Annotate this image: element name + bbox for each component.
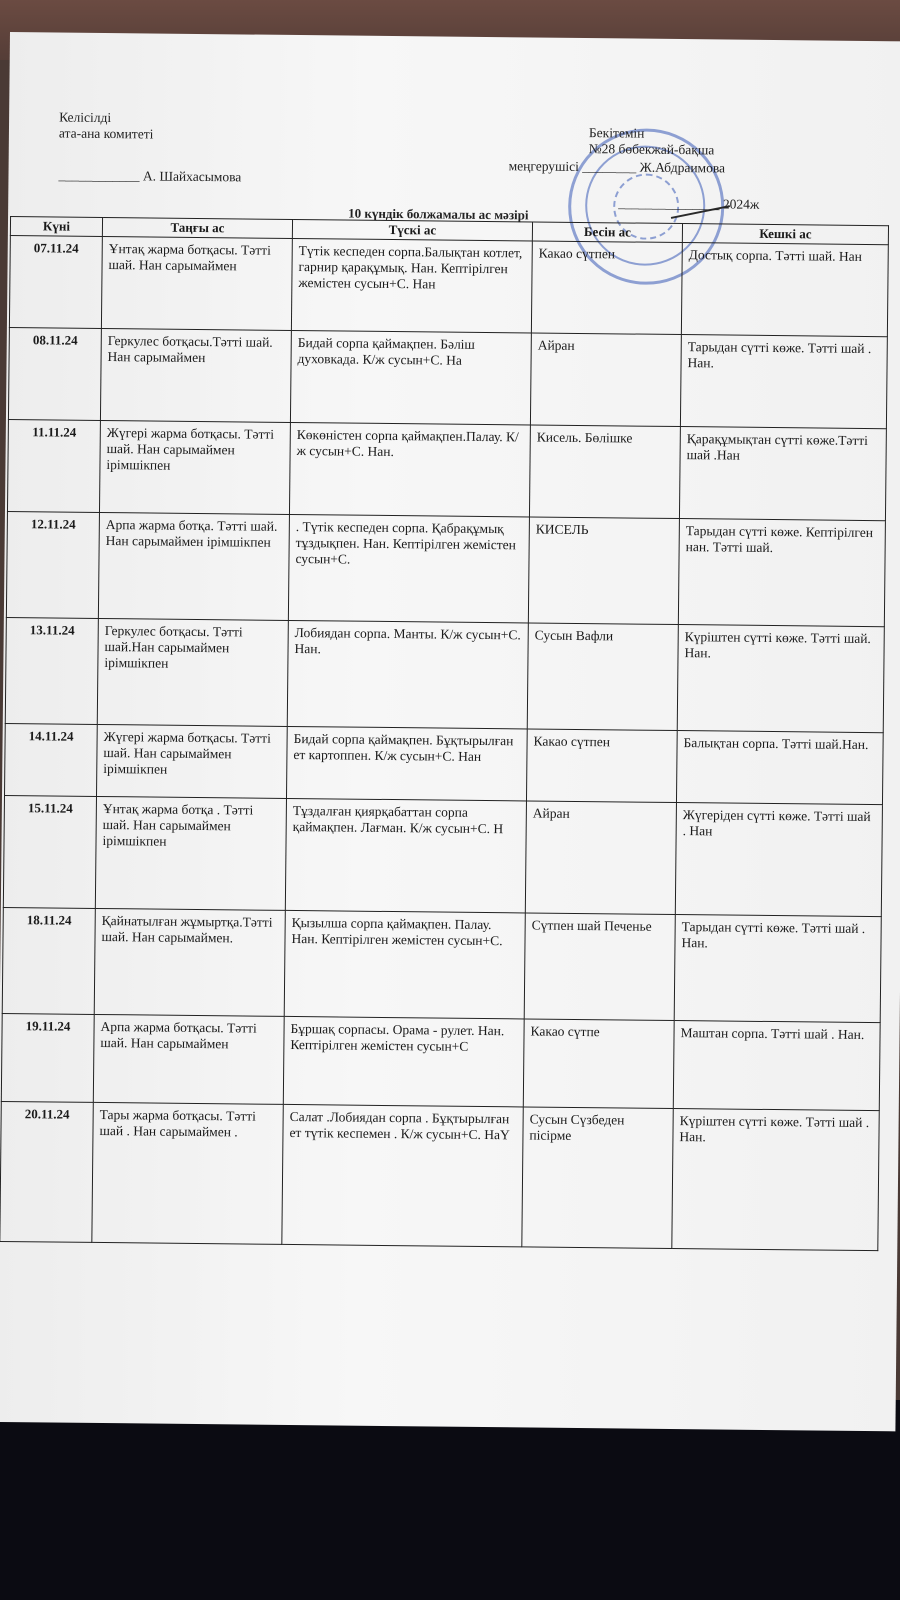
menu-table bbox=[0, 216, 889, 1251]
cell-snack: Сүтпен шай Печенье bbox=[524, 913, 675, 1021]
table-row bbox=[5, 617, 884, 732]
background-bottom bbox=[0, 1400, 900, 1600]
menu-document bbox=[0, 32, 900, 1431]
cell-day: 13.11.24 bbox=[5, 617, 98, 724]
cell-breakfast: Геркулес ботқасы.Тәтті шай. Нан сарымаймен bbox=[100, 328, 291, 422]
cell-lunch: Бидай сорпа қаймақпен. Бәліш духовкада. К/ж сусын+С. На bbox=[290, 330, 531, 425]
table-row bbox=[1, 1013, 880, 1110]
cell-dinner: Күріштен сүтті көже. Тәтті шай . Нан. bbox=[672, 1109, 879, 1251]
approval-right-line1: Бекітемін bbox=[588, 125, 645, 141]
table-row bbox=[3, 795, 882, 916]
cell-dinner: Қарақұмықтан сүтті көже.Тәтті шай .Нан bbox=[679, 427, 886, 521]
cell-lunch: . Түтік кеспеден сорпа. Қабрақұмық тұздықпен. Нан. Кептірілген жемістен сусын+С. bbox=[288, 514, 529, 623]
approval-left-line2: ата-ана комитеті bbox=[58, 125, 154, 142]
cell-breakfast: Ұнтақ жарма ботқа . Тәтті шай. Нан сарымаймен ірімшікпен bbox=[95, 796, 286, 910]
cell-breakfast: Геркулес ботқасы. Тәтті шай.Нан сарымаймен ірімшікпен bbox=[97, 618, 288, 726]
table-row bbox=[0, 1101, 879, 1250]
cell-day: 20.11.24 bbox=[0, 1101, 93, 1242]
cell-breakfast: Жүгері жарма ботқасы. Тәтті шай. Нан сарымаймен ірімшікпен bbox=[96, 724, 287, 798]
cell-dinner: Балықтан сорпа. Тәтті шай.Нан. bbox=[676, 731, 883, 805]
col-header-breakfast: Таңғы ас bbox=[102, 217, 292, 238]
cell-dinner: Достық сорпа. Тәтті шай. Нан bbox=[681, 243, 888, 337]
cell-lunch: Түтік кеспеден сорпа.Балықтан котлет, гарнир қарақұмық. Нан. Кептірілген жемістен сусын+С. Нан bbox=[291, 238, 532, 333]
cell-breakfast: Жүгері жарма ботқасы. Тәтті шай. Нан сарымаймен ірімшікпен bbox=[99, 420, 290, 514]
cell-lunch: Қызылша сорпа қаймақпен. Палау. Нан. Кептірілген жемістен сусын+С. bbox=[284, 910, 525, 1019]
col-header-dinner: Кешкі ас bbox=[682, 224, 888, 245]
cell-dinner: Жүгеріден сүтті көже. Тәтті шай . Нан bbox=[675, 803, 882, 917]
cell-breakfast: Арпа жарма ботқа. Тәтті шай. Нан сарымаймен ірімшікпен bbox=[98, 512, 289, 620]
cell-day: 19.11.24 bbox=[1, 1013, 94, 1102]
approval-right-line2: №28 бөбекжай-бақша bbox=[588, 141, 715, 158]
cell-dinner: Тарыдан сүтті көже. Тәтті шай . Нан. bbox=[680, 335, 887, 429]
cell-breakfast: Қайнатылған жұмыртқа.Тәтті шай. Нан сарымаймен. bbox=[94, 908, 285, 1016]
approval-right-line3: меңгерушісі ________ Ж.Абдраимова bbox=[508, 158, 726, 176]
cell-snack: Кисель. Бөлішке bbox=[529, 425, 680, 519]
cell-day: 15.11.24 bbox=[3, 795, 96, 908]
cell-day: 08.11.24 bbox=[8, 328, 101, 421]
cell-snack: Сусын Вафли bbox=[527, 623, 678, 731]
cell-lunch: Салат .Лобиядан сорпа . Бұқтырылған ет түтік кеспемен . К/ж сусын+С. НаY bbox=[282, 1104, 523, 1247]
table-row bbox=[2, 907, 881, 1022]
menu-title: 10 күндік болжамалы ас мәзірі bbox=[348, 205, 529, 223]
cell-day: 07.11.24 bbox=[9, 236, 102, 329]
table-row bbox=[6, 511, 885, 626]
cell-lunch: Бұршақ сорпасы. Орама - рулет. Нан. Кептірілген жемістен сусын+С bbox=[283, 1016, 524, 1107]
cell-breakfast: Арпа жарма ботқасы. Тәтті шай. Нан сарымаймен bbox=[93, 1014, 284, 1104]
cell-lunch: Бидай сорпа қаймақпен. Бұқтырылған ет картоппен. К/ж сусын+С. Нан bbox=[286, 726, 527, 801]
cell-dinner: Күріштен сүтті көже. Тәтті шай. Нан. bbox=[677, 625, 884, 733]
col-header-lunch: Түскі ас bbox=[292, 219, 532, 241]
cell-snack: Айран bbox=[525, 801, 676, 915]
table-row bbox=[7, 420, 886, 521]
cell-lunch: Тұздалған қиярқабаттан сорпа қаймақпен. Лағман. К/ж сусын+С. Н bbox=[285, 798, 526, 913]
cell-breakfast: Ұнтақ жарма ботқасы. Тәтті шай. Нан сарымаймен bbox=[101, 236, 292, 330]
cell-snack: Какао сүтпе bbox=[523, 1019, 674, 1109]
cell-dinner: Тарыдан сүтті көже. Кептірілген нан. Тәтті шай. bbox=[678, 519, 885, 627]
cell-lunch: Көкөністен сорпа қаймақпен.Палау. К/ж сусын+С. Нан. bbox=[289, 422, 530, 517]
cell-day: 14.11.24 bbox=[5, 723, 98, 796]
col-header-day: Күні bbox=[10, 217, 102, 237]
table-row bbox=[5, 723, 884, 804]
cell-day: 11.11.24 bbox=[7, 420, 100, 513]
cell-snack: КИСЕЛЬ bbox=[528, 517, 679, 625]
approval-right-date: _______________ 2024ж bbox=[618, 195, 760, 212]
col-header-snack: Бесін ас bbox=[532, 222, 682, 243]
cell-snack: Какао сүтпен bbox=[526, 729, 677, 803]
cell-dinner: Маштан сорпа. Тәтті шай . Нан. bbox=[673, 1021, 880, 1111]
table-row bbox=[9, 236, 888, 337]
cell-lunch: Лобиядан сорпа. Манты. К/ж сусын+С. Нан. bbox=[287, 620, 528, 729]
cell-dinner: Тарыдан сүтті көже. Тәтті шай . Нан. bbox=[674, 915, 881, 1023]
cell-day: 18.11.24 bbox=[2, 907, 95, 1014]
cell-snack: Сусын Сүзбеден пісірме bbox=[522, 1107, 673, 1249]
table-row bbox=[8, 328, 887, 429]
approval-left-line1: Келісілді bbox=[59, 109, 112, 126]
cell-breakfast: Тары жарма ботқасы. Тәтті шай . Нан сарымаймен . bbox=[92, 1102, 283, 1244]
approval-left-signature: ____________ А. Шайхасымова bbox=[58, 167, 242, 185]
cell-snack: Айран bbox=[530, 333, 681, 427]
cell-snack: Какао сүтпен bbox=[531, 241, 682, 335]
cell-day: 12.11.24 bbox=[6, 511, 99, 618]
